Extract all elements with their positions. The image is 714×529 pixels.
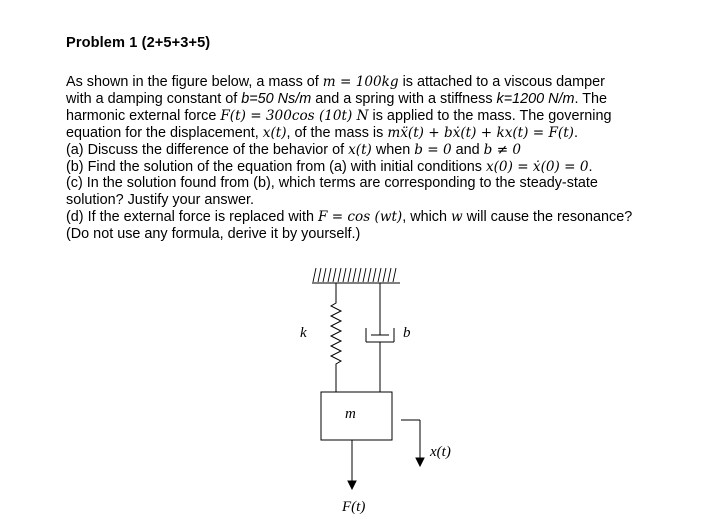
displacement-arrow xyxy=(401,420,424,466)
initial-conditions: x(0) = ẋ(0) = 0 xyxy=(485,158,589,175)
mass-label: m xyxy=(345,406,356,422)
part-c-line-1: (c) In the solution found from (b), which terms are corresponding to the steady-state xyxy=(66,175,598,192)
statement-line-3: harmonic external force F(t) = 300cos (10t) N is applied to the mass. The governing xyxy=(66,107,612,124)
problem-title: Problem 1 (2+5+3+5) xyxy=(66,35,211,51)
part-a: (a) Discuss the difference of the behavior of x(t) when b = 0 and b ≠ 0 xyxy=(66,141,522,158)
statement-line-2: with a damping constant of b=50 Ns/m and a spring with a stiffness k=1200 N/m. The xyxy=(66,90,608,107)
damper-label: b xyxy=(403,325,411,341)
force-label: F(t) xyxy=(342,499,366,515)
mass-block xyxy=(321,392,392,440)
statement-line-1: As shown in the figure below, a mass of m = 100kg is attached to a viscous damper xyxy=(66,74,605,90)
external-force: F(t) = 300cos (10t) N xyxy=(220,107,369,124)
mass-value: m = 100kg xyxy=(322,74,399,90)
spring xyxy=(331,283,341,392)
statement-line-4: equation for the displacement, x(t), of the mass is mẍ(t) + bẋ(t) + kx(t) = F(t). xyxy=(66,124,578,141)
part-d-note: (Do not use any formula, derive it by yourself.) xyxy=(66,226,361,243)
part-c-line-2: solution? Justify your answer. xyxy=(66,192,254,209)
ceiling-support xyxy=(312,268,400,283)
displacement-label: x(t) xyxy=(430,444,451,460)
damper xyxy=(366,283,394,392)
part-d: (d) If the external force is replaced with F = cos (wt), which w will cause the resonance? xyxy=(66,209,633,226)
spring-label: k xyxy=(300,325,307,341)
spring-stiffness: k=1200 N/m xyxy=(496,90,575,107)
governing-equation: mẍ(t) + bẋ(t) + kx(t) = F(t) xyxy=(387,124,574,141)
part-b: (b) Find the solution of the equation from (a) with initial conditions x(0) = ẋ(0) = 0. xyxy=(66,158,593,175)
damping-constant: b=50 Ns/m xyxy=(241,90,312,107)
force-arrow xyxy=(348,440,356,489)
replacement-force: F = cos (wt) xyxy=(317,209,403,226)
